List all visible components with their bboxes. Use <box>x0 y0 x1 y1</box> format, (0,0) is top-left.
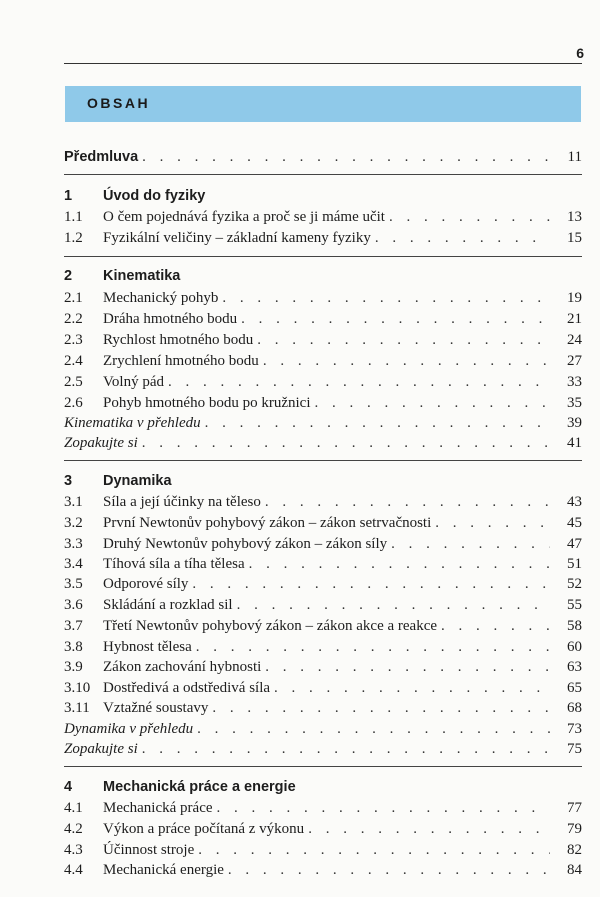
dot-leader <box>205 415 550 432</box>
toc-page: 15 <box>567 230 582 246</box>
chapter-title: Kinematika <box>103 268 181 284</box>
toc-entry[interactable] <box>64 494 582 514</box>
toc-entry[interactable] <box>64 209 582 229</box>
chapter-heading[interactable] <box>64 473 582 493</box>
dot-leader <box>257 332 550 349</box>
toc-title: První Newtonův pohybový zákon – zákon setrvačnosti <box>103 515 432 531</box>
dot-leader <box>314 395 550 412</box>
toc-page: 21 <box>567 311 582 327</box>
toc-entry[interactable] <box>64 395 582 415</box>
toc-entry[interactable] <box>64 800 582 820</box>
toc-title: Zrychlení hmotného bodu <box>103 353 259 369</box>
chapter-heading[interactable] <box>64 779 582 799</box>
dot-leader <box>391 536 550 553</box>
dot-leader <box>265 659 550 676</box>
toc-number: 3.3 <box>64 536 83 552</box>
toc-page: 24 <box>567 332 582 348</box>
toc-entry-summary[interactable] <box>64 721 582 741</box>
chapter-number: 2 <box>64 268 73 284</box>
section-rule <box>64 766 582 767</box>
dot-leader <box>389 209 550 226</box>
toc-number: 4.2 <box>64 821 83 837</box>
toc-page: 55 <box>567 597 582 613</box>
section-rule <box>64 256 582 257</box>
dot-leader <box>142 435 550 452</box>
toc-number: 2.6 <box>64 395 83 411</box>
toc-page: 47 <box>567 536 582 552</box>
toc-title: Hybnost tělesa <box>103 639 192 655</box>
toc-entry[interactable] <box>64 353 582 373</box>
dot-leader <box>375 230 550 247</box>
dot-leader <box>197 721 550 738</box>
toc-title: Fyzikální veličiny – základní kameny fyziky <box>103 230 371 246</box>
toc-entry[interactable] <box>64 659 582 679</box>
toc-entry-review[interactable] <box>64 435 582 455</box>
toc-title: Dráha hmotného bodu <box>103 311 238 327</box>
dot-leader <box>441 618 550 635</box>
toc-page: 60 <box>567 639 582 655</box>
toc-entry[interactable] <box>64 700 582 720</box>
toc-page: 51 <box>567 556 582 572</box>
toc-page: 43 <box>567 494 582 510</box>
toc-entry[interactable] <box>64 536 582 556</box>
toc-number: 2.3 <box>64 332 83 348</box>
toc-number: 4.4 <box>64 862 83 878</box>
toc-number: 3.6 <box>64 597 83 613</box>
toc-title: Druhý Newtonův pohybový zákon – zákon síly <box>103 536 388 552</box>
toc-page: 77 <box>567 800 582 816</box>
dot-leader <box>142 741 550 758</box>
contents-banner <box>65 86 581 122</box>
toc-page: 73 <box>567 721 582 737</box>
toc-number: 1.2 <box>64 230 83 246</box>
toc-number: 1.1 <box>64 209 83 225</box>
toc-entry[interactable] <box>64 515 582 535</box>
toc-page: 84 <box>567 862 582 878</box>
toc-number: 2.4 <box>64 353 83 369</box>
toc-page: 65 <box>567 680 582 696</box>
toc-page: 33 <box>567 374 582 390</box>
chapter-heading[interactable] <box>64 268 582 288</box>
toc-title: Dostředivá a odstředivá síla <box>103 680 271 696</box>
toc-title: Zopakujte si <box>64 741 138 757</box>
page-number: 6 <box>576 45 584 61</box>
toc-title: Kinematika v přehledu <box>64 415 201 431</box>
dot-leader <box>168 374 550 391</box>
toc-entry-summary[interactable] <box>64 415 582 435</box>
toc-title: Odporové síly <box>103 576 189 592</box>
toc-title: Zákon zachování hybnosti <box>103 659 262 675</box>
toc-number: 2.2 <box>64 311 83 327</box>
toc-page: 75 <box>567 741 582 757</box>
chapter-title: Dynamika <box>103 473 172 489</box>
toc-title: O čem pojednává fyzika a proč se ji máme učit <box>103 209 385 225</box>
toc-title: Skládání a rozklad sil <box>103 597 233 613</box>
section-rule <box>64 460 582 461</box>
dot-leader <box>196 639 550 656</box>
toc-entry[interactable] <box>64 862 582 882</box>
section-rule <box>64 174 582 175</box>
dot-leader <box>142 149 550 166</box>
toc-entry[interactable] <box>64 374 582 394</box>
dot-leader <box>241 311 550 328</box>
toc-number: 3.5 <box>64 576 83 592</box>
toc-entry-preface[interactable] <box>64 149 582 169</box>
toc-entry[interactable] <box>64 597 582 617</box>
toc-entry[interactable] <box>64 311 582 331</box>
toc-page: 39 <box>567 415 582 431</box>
dot-leader <box>263 353 550 370</box>
dot-leader <box>435 515 550 532</box>
toc-title: Síla a její účinky na těleso <box>103 494 261 510</box>
toc-page: 63 <box>567 659 582 675</box>
toc-page: 41 <box>567 435 582 451</box>
toc-title: Zopakujte si <box>64 435 138 451</box>
toc-number: 3.7 <box>64 618 83 634</box>
toc-title: Předmluva <box>64 149 139 165</box>
toc-title: Tíhová síla a tíha tělesa <box>103 556 245 572</box>
toc-entry[interactable] <box>64 842 582 862</box>
toc-page: 19 <box>567 290 582 306</box>
dot-leader <box>192 576 550 593</box>
toc-entry[interactable] <box>64 332 582 352</box>
toc-entry[interactable] <box>64 639 582 659</box>
toc-number: 3.10 <box>64 680 91 696</box>
toc-number: 3.1 <box>64 494 83 510</box>
toc-number: 2.5 <box>64 374 83 390</box>
chapter-heading[interactable] <box>64 188 582 208</box>
dot-leader <box>265 494 550 511</box>
toc-number: 3.4 <box>64 556 83 572</box>
toc-title: Vztažné soustavy <box>103 700 209 716</box>
toc-title: Účinnost stroje <box>103 842 195 858</box>
toc-page: 68 <box>567 700 582 716</box>
toc-number: 3.2 <box>64 515 83 531</box>
toc-title: Dynamika v přehledu <box>64 721 194 737</box>
dot-leader <box>228 862 550 879</box>
toc-number: 4.1 <box>64 800 83 816</box>
toc-number: 4.3 <box>64 842 83 858</box>
toc-title: Mechanická energie <box>103 862 224 878</box>
toc-title: Třetí Newtonův pohybový zákon – zákon akce a reakce <box>103 618 438 634</box>
dot-leader <box>212 700 550 717</box>
toc-entry[interactable] <box>64 230 582 250</box>
chapter-title: Úvod do fyziky <box>103 188 206 204</box>
toc-page: 58 <box>567 618 582 634</box>
toc-page: 82 <box>567 842 582 858</box>
toc-page: 79 <box>567 821 582 837</box>
toc-entry[interactable] <box>64 680 582 700</box>
dot-leader <box>222 290 550 307</box>
dot-leader <box>217 800 550 817</box>
toc-title: Mechanická práce <box>103 800 213 816</box>
toc-number: 3.11 <box>64 700 90 716</box>
toc-page: 52 <box>567 576 582 592</box>
dot-leader <box>308 821 550 838</box>
chapter-number: 3 <box>64 473 73 489</box>
toc-page: 11 <box>567 149 582 165</box>
toc-number: 3.9 <box>64 659 83 675</box>
toc-entry-review[interactable] <box>64 741 582 761</box>
dot-leader <box>237 597 550 614</box>
dot-leader <box>198 842 550 859</box>
contents-title: OBSAH <box>87 95 151 111</box>
toc-number: 3.8 <box>64 639 83 655</box>
toc-title: Výkon a práce počítaná z výkonu <box>103 821 305 837</box>
toc-entry[interactable] <box>64 618 582 638</box>
chapter-number: 4 <box>64 779 73 795</box>
toc-page: 45 <box>567 515 582 531</box>
toc-page: 13 <box>567 209 582 225</box>
toc-entry[interactable] <box>64 821 582 841</box>
toc-entry[interactable] <box>64 576 582 596</box>
toc-title: Rychlost hmotného bodu <box>103 332 254 348</box>
chapter-title: Mechanická práce a energie <box>103 779 296 795</box>
chapter-number: 1 <box>64 188 73 204</box>
toc-title: Pohyb hmotného bodu po kružnici <box>103 395 311 411</box>
toc-entry[interactable] <box>64 290 582 310</box>
top-rule <box>64 63 582 64</box>
toc-title: Mechanický pohyb <box>103 290 219 306</box>
toc-number: 2.1 <box>64 290 83 306</box>
dot-leader <box>274 680 550 697</box>
toc-page: 35 <box>567 395 582 411</box>
toc-entry[interactable] <box>64 556 582 576</box>
dot-leader <box>249 556 550 573</box>
toc-page: 27 <box>567 353 582 369</box>
toc-title: Volný pád <box>103 374 164 390</box>
